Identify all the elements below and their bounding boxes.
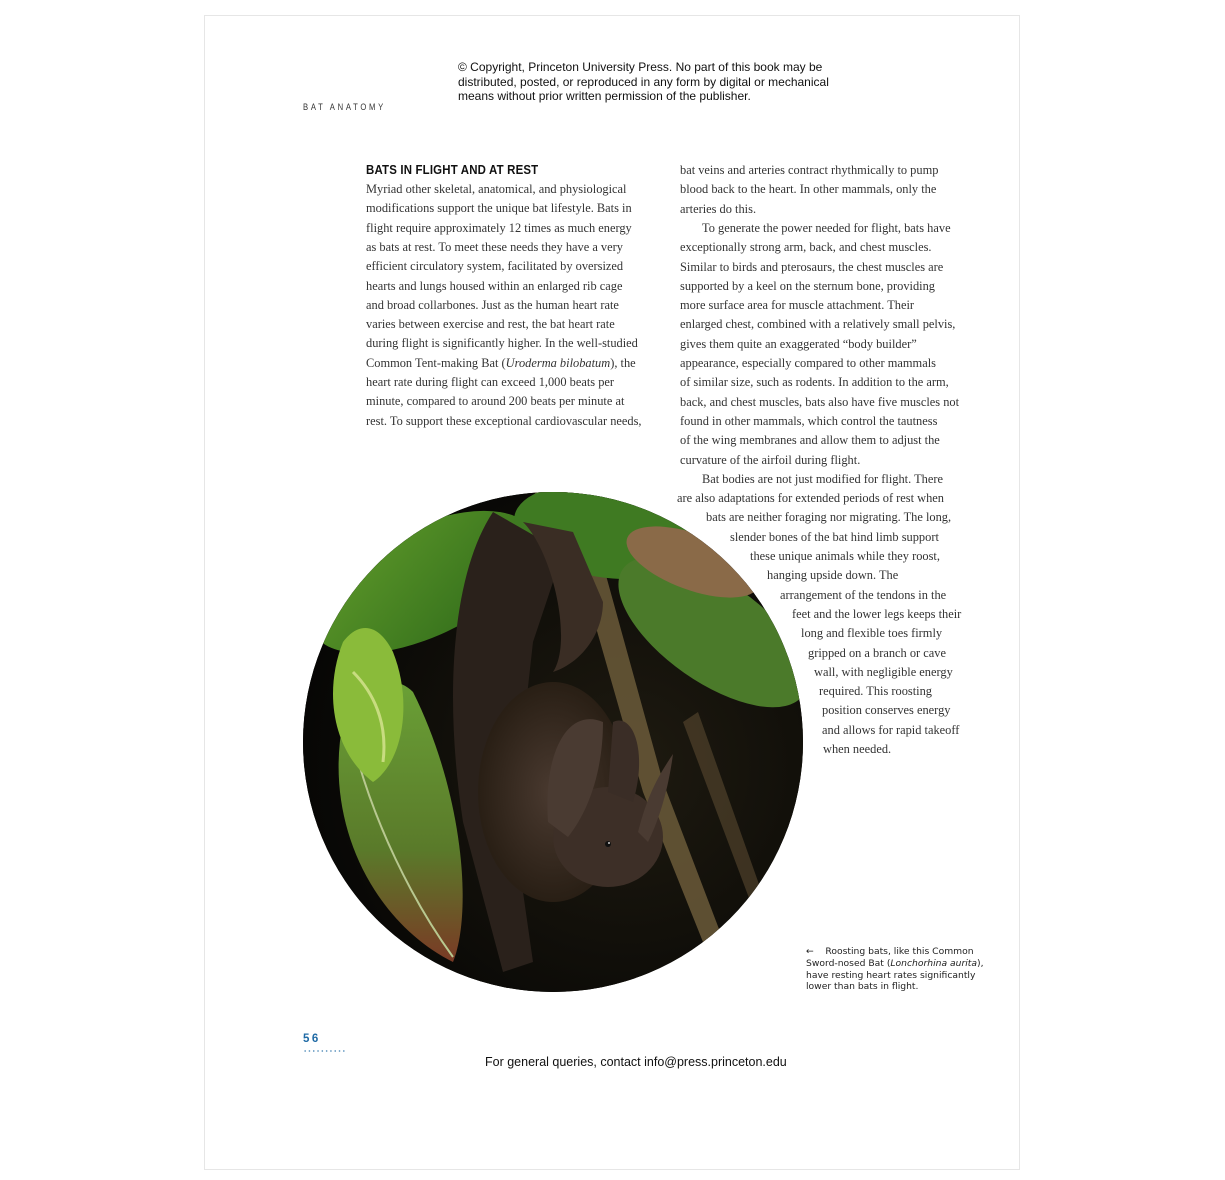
body-text-line: rest. To support these exceptional cardiovascular needs, bbox=[366, 413, 642, 428]
body-text-line: appearance, especially compared to other mammals bbox=[680, 356, 936, 370]
body-text-line: as bats at rest. To meet these needs they have a very bbox=[366, 239, 623, 254]
body-text-line: hanging upside down. The bbox=[767, 568, 899, 583]
body-text-line: required. This roosting bbox=[819, 684, 932, 699]
body-text-line: long and flexible toes firmly bbox=[801, 626, 943, 641]
body-text-line: bats are neither foraging nor migrating. The long, bbox=[706, 510, 952, 525]
arrow-left-icon: ← bbox=[806, 946, 814, 957]
body-text-line: Myriad other skeletal, anatomical, and physiological bbox=[366, 182, 627, 196]
body-text-line: are also adaptations for extended periods of rest when bbox=[677, 491, 944, 506]
body-text-line: exceptionally strong arm, back, and chest muscles. bbox=[680, 240, 932, 255]
body-text-line: of the wing membranes and allow them to adjust the bbox=[680, 433, 940, 448]
copyright-notice bbox=[458, 60, 838, 104]
copyright-line: distributed, posted, or reproduced in any form by digital or mechanical bbox=[458, 74, 829, 89]
species-name: Uroderma bilobatum bbox=[505, 355, 611, 370]
body-text-line: gripped on a branch or cave bbox=[808, 645, 946, 660]
body-text-line: supported by a keel on the sternum bone, providing bbox=[680, 278, 935, 293]
species-name: Lonchorhina aurita bbox=[890, 957, 978, 969]
body-text-line: more surface area for muscle attachment. Their bbox=[680, 298, 915, 313]
section-heading: BATS IN FLIGHT AND AT REST bbox=[366, 162, 539, 177]
copyright-line: means without prior written permission of the publisher. bbox=[458, 89, 751, 103]
bat-illustration-icon bbox=[303, 492, 803, 992]
body-text-line: back, and chest muscles, bats also have five muscles not bbox=[680, 394, 960, 409]
body-text-line: heart rate during flight can exceed 1,000 beats per bbox=[366, 375, 615, 389]
caption-line: ← Roosting bats, like this Common bbox=[806, 946, 974, 957]
body-text-line: during flight is significantly higher. In the well-studied bbox=[366, 336, 638, 351]
body-text-line: feet and the lower legs keeps their bbox=[792, 606, 962, 621]
body-text-line: minute, compared to around 200 beats per minute at bbox=[366, 394, 625, 409]
body-text-line: blood back to the heart. In other mammals, only the bbox=[680, 182, 937, 197]
caption-line: have resting heart rates significantly bbox=[806, 969, 976, 981]
body-text-line: bat veins and arteries contract rhythmically to pump bbox=[680, 163, 939, 177]
caption-line: Sword-nosed Bat (Lonchorhina aurita), bbox=[806, 957, 984, 969]
dotted-rule bbox=[303, 1050, 345, 1052]
body-text-line: efficient circulatory system, facilitated by oversized bbox=[366, 259, 624, 274]
body-text-line: flight require approximately 12 times as much energy bbox=[366, 220, 632, 235]
page-number: 56 bbox=[303, 1033, 321, 1045]
body-text-line: arteries do this. bbox=[680, 201, 757, 216]
body-text-line: hearts and lungs housed within an enlarged rib cage bbox=[366, 278, 623, 293]
caption-line: lower than bats in flight. bbox=[806, 981, 919, 993]
footer-contact: For general queries, contact info@press.princeton.edu bbox=[485, 1055, 787, 1069]
body-text-line: To generate the power needed for flight, bats have bbox=[702, 220, 951, 235]
body-text-line: and allows for rapid takeoff bbox=[822, 722, 960, 737]
body-text-line: modifications support the unique bat lifestyle. Bats in bbox=[366, 201, 632, 216]
bat-photo bbox=[303, 492, 803, 992]
body-text-line: slender bones of the bat hind limb support bbox=[730, 529, 939, 544]
body-text-line: and broad collarbones. Just as the human heart rate bbox=[366, 297, 619, 312]
body-text-line: gives them quite an exaggerated “body builder” bbox=[680, 336, 917, 351]
body-text-line: when needed. bbox=[823, 742, 892, 756]
body-text-line: Similar to birds and pterosaurs, the chest muscles are bbox=[680, 259, 944, 274]
copyright-line: © Copyright, Princeton University Press. No part of this book may be bbox=[458, 60, 823, 74]
body-text-line: position conserves energy bbox=[822, 703, 951, 718]
body-text-line: Common Tent-making Bat (Uroderma bilobatum), the bbox=[366, 355, 636, 370]
figure-caption bbox=[806, 946, 984, 993]
body-text-line: arrangement of the tendons in the bbox=[780, 587, 947, 602]
body-text-line: wall, with negligible energy bbox=[814, 664, 953, 679]
body-text-line: varies between exercise and rest, the bat heart rate bbox=[366, 317, 615, 332]
body-text-line: Bat bodies are not just modified for flight. There bbox=[702, 471, 943, 486]
body-text-line: enlarged chest, combined with a relatively small pelvis, bbox=[680, 317, 956, 332]
body-text-line: these unique animals while they roost, bbox=[750, 549, 940, 563]
body-text-line: found in other mammals, which control the tautness bbox=[680, 413, 938, 428]
body-text-line: curvature of the airfoil during flight. bbox=[680, 452, 861, 467]
running-head: BAT ANATOMY bbox=[303, 102, 386, 112]
body-text-line: of similar size, such as rodents. In addition to the arm, bbox=[680, 375, 949, 390]
